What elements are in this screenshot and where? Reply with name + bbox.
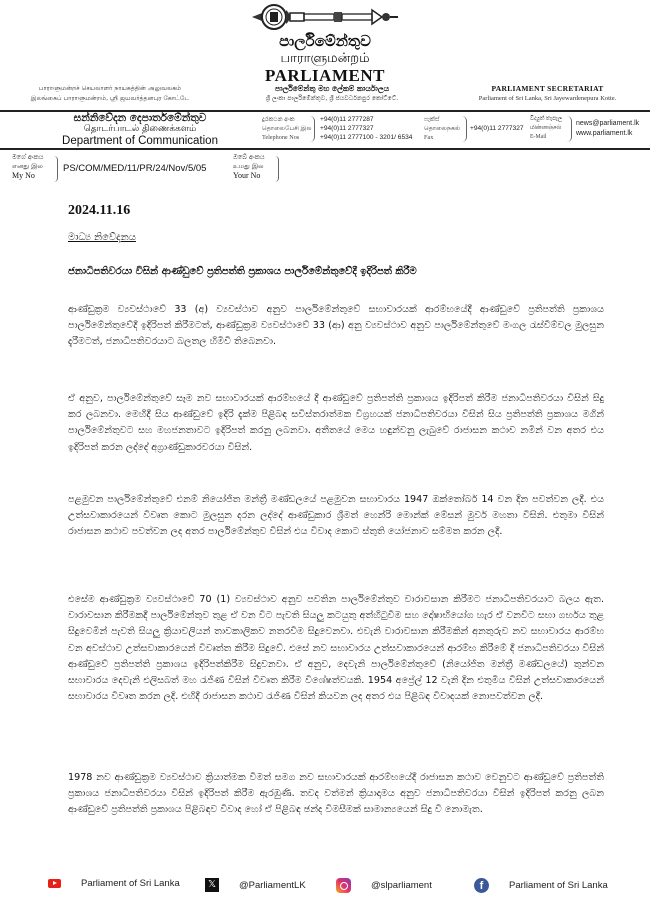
- telephone-label-ta: தொலைபேசி இல: [262, 125, 312, 132]
- department-tamil: தொடர்பாடல் திணைக்களம்: [83, 124, 197, 134]
- footer-youtube-link[interactable]: [48, 878, 180, 889]
- your-no-label-si: ඔබේ අංකය: [233, 153, 265, 161]
- telephone-number[interactable]: +94(0)11 2777100 - 3201/ 6534: [320, 134, 413, 141]
- email-label: [530, 115, 570, 142]
- your-no-label: [233, 153, 265, 180]
- footer-instagram-label: @slparliament: [371, 880, 432, 891]
- youtube-icon: [48, 879, 61, 888]
- my-no-label-ta: எனது இல: [12, 162, 43, 170]
- telephone-label-si: දුරකථන අංක: [262, 116, 295, 123]
- office-tamil-line1: பாராளுமன்றச் செயலாளர் நாயகத்தின் அலுவலகம்: [38, 85, 182, 92]
- footer-facebook-link[interactable]: [474, 878, 608, 893]
- your-no-label-en: Your No: [233, 171, 261, 180]
- my-no-value: PS/COM/MED/11/PR/24/Nov/5/05: [63, 163, 207, 174]
- parliament-mace-emblem-icon: [250, 2, 400, 32]
- fax-brace: [462, 116, 467, 142]
- footer-x-link[interactable]: [205, 878, 306, 892]
- header-divider-bottom: [0, 148, 650, 150]
- fax-label: [424, 115, 464, 142]
- your-no-label-ta: உமது இல: [233, 162, 264, 170]
- body-paragraph: ආණ්ඩුක්‍රම ව්‍යවස්ථාවේ 33 (අ) ව්‍යවස්ථාව අනුව පාර්ලිමේන්තුවේ සභාවාරයක් ආරම්භයේදී ආණ්ඩුවේ ප්‍රතිපත්ති ප්‍රකාශය පාර්ලිමේන්තුවේදී ඉදිරිපත් කිරීමටත්, ආණ්ඩුක්‍රම ව්‍යවස්ථාවේ 33 (ආ) අනු ව්‍යවස්ථාව අනුව පාර්ලිමේන්තුවේ මංගල රැස්වීම්වල මුලසුන දැරීමටත්, ජනාධිපතිවරයාට බලතල හිමිවී තිබෙනවා.: [68, 304, 605, 348]
- x-twitter-icon: 𝕏: [205, 878, 219, 892]
- email-link[interactable]: news@parliament.lk: [576, 120, 640, 127]
- email-brace: [567, 116, 572, 142]
- fax-label-en: Fax: [424, 134, 434, 141]
- office-tamil: [0, 84, 220, 104]
- document-subtitle: මාධ්‍ය නිවේදනය: [68, 232, 136, 243]
- office-english: [455, 84, 640, 104]
- telephone-number[interactable]: +94(0)11 2777327: [320, 125, 374, 132]
- office-sinhala-line1: පාර්ලිමේන්තු මහ ලේකම් කාර්යාලය: [275, 84, 389, 93]
- parliament-name-english: PARLIAMENT: [265, 66, 385, 85]
- office-english-line1: PARLIAMENT SECRETARIAT: [491, 84, 604, 93]
- body-paragraph: 1978 නව ආණ්ඩුක්‍රම ව්‍යවස්ථාව ක්‍රියාත්මක වීමත් සමග නව සභාවාරයක් ආරම්භයේදී රාජාසන කථාව වෙනුවට ආණ්ඩුවේ ප්‍රතිපත්ති ප්‍රකාශය ජනාධිපතිවරයා විසින් ඉදිරිපත් කිරීම ඇරඹුණි. තවද වත්මන් ක්‍රියාදාමය අනුව ජනාධිපතිවරයා විසින් ඉදිරිපත් කරනු ලබන ආණ්ඩුවේ ප්‍රතිපත්ති ප්‍රකාශය පිළිබඳව විවාද හෝ ඒ පිළිබඳ ඡන්ද විමසීමක් සාමාන්‍යයෙන් සිදු වී නොමැත.: [68, 772, 604, 816]
- footer-x-label: @ParliamentLK: [239, 879, 306, 891]
- body-paragraph: ඒ අනුව, පාර්ලිමේන්තුවේ සෑම නව සභාවාරයක් ආරම්භයේ දී ආණ්ඩුවේ ප්‍රතිපත්ති ප්‍රකාශය ඉදිරිපත් කිරීම ජනාධිපතිවරයා විසින් සිදු කර ලබනවා. මෙහිදී සිය ආණ්ඩුවේ ඉදිරි දැක්ම පිළිබඳ සවිස්තරාත්මක විග්‍රහයක් ජනාධිපතිවරයා විසින් සිය ප්‍රතිපත්ති ප්‍රකාශය මගින් පාර්ලිමේන්තුවට සහ මහජනතාවට ඉදිරිපත් කරනු ලබනවා. අතීතයේ මෙය හඳුන්වනු ලැබුවේ රාජාසන කථාව නමින් වන අතර එය ඉදිරිපත් කරන ලද්දේ අග්‍රාණ්ඩුකාරවරයා විසින්.: [68, 393, 604, 453]
- document-title: ජනාධිපතිවරයා විසින් ආණ්ඩුවේ ප්‍රතිපත්ති ප්‍රකාශය පාර්ලිමේන්තුවේදී ඉදිරිපත් කිරීම: [68, 266, 417, 277]
- website-link[interactable]: www.parliament.lk: [576, 130, 633, 137]
- fax-label-ta: தொலைநகல்: [424, 125, 461, 132]
- footer-youtube-label: Parliament of Sri Lanka: [81, 878, 180, 889]
- fax-label-si: ෆැක්ස්: [424, 116, 440, 123]
- department-block: [30, 112, 250, 148]
- department-english: Department of Communication: [62, 135, 218, 147]
- office-english-line2: Parliament of Sri Lanka, Sri Jayewardenepura Kotte.: [478, 95, 617, 102]
- footer-instagram-link[interactable]: [336, 878, 432, 893]
- document-date: 2024.11.16: [68, 203, 131, 218]
- facebook-icon: f: [474, 878, 489, 893]
- email-label-en: E-Mail: [530, 134, 547, 140]
- fax-number[interactable]: +94(0)11 2777327: [470, 125, 524, 132]
- email-web-block: [576, 119, 650, 139]
- telephone-brace: [310, 116, 315, 142]
- telephone-label-en: Telephone Nos: [262, 134, 300, 141]
- my-no-label-si: මගේ අංකය: [12, 153, 44, 161]
- telephone-number[interactable]: +94(0)11 2777287: [320, 116, 374, 123]
- office-sinhala-line2: ශ්‍රී ලංකා පාර්ලිමේන්තුව, ශ්‍රී ජයවර්ධනපුර කෝට්ටේ.: [265, 95, 399, 102]
- email-label-si: විද්‍යුත් තැපෑල: [530, 116, 563, 122]
- my-no-label: [12, 153, 43, 180]
- telephone-label: [262, 115, 312, 142]
- office-sinhala: [232, 84, 432, 104]
- body-paragraph: පළමුවන පාර්ලිමේන්තුවේ එනම් නියෝජිත මන්ත්‍රී මණ්ඩලයේ පළමුවන සභාවාරය 1947 ඔක්තෝබර් 14 වන දින පවත්වන ලදී. එය උත්සවාකාරයෙන් විවෘත කොට මුලසුන දරන ලද්දේ ආණ්ඩුකාර ශ්‍රීමත් හෙන්රි මොන්ක් මේසන් මුවර් මහතා විසිනි. එතුමා විසින් රාජාසන කථාව පවත්වන ලද අතර පාර්ලිමේන්තුව විසින් එය විවාද කොට ස්තුති යෝජනාව සම්මත කරන ලදී.: [68, 494, 604, 538]
- parliament-name-sinhala: පාර්ලිමේන්තුව: [279, 32, 371, 50]
- instagram-icon: [336, 878, 351, 893]
- body-paragraph: එසේම ආණ්ඩුක්‍රම ව්‍යවස්ථාවේ 70 (1) ව්‍යවස්ථාව අනුව පවතින පාර්ලිමේන්තුව වාරාවසාන කිරීමට ජනාධිපතිවරයාට බලය ඇත. වාරාවසාන කිරීමකදී පාර්ලිමේන්තුව තුළ ඒ වන විට පැවති සියලු කටයුතු අත්හිටුවීම සහ දෝෂාභියෝග හැර ඒ වනවිට සභා ගර්භය තුළ සිදුවෙමින් පැවති සියලු ක්‍රියාවලියන් තාවකාලිකව නතරවීම සිදුවෙනවා. එවැනි වාරාවසාන කිරීමකින් අනතුරුව නව සභාවාරය ආරම්භ වන අවස්ථාව උත්සවාකාරයෙන් විවෘත්ත කිරීම සිදුවේ. එසේ නව සභාවාරය උත්සවාකාරයෙන් ආරම්භ කිරීමේ දී ජනාධිපතිවරයා විසින් ආණ්ඩුවේ ප්‍රතිපත්ති ප්‍රකාශය ඉදිරිපත්කිරීම සිදුවනවා. ඒ අනුව, දෙවැනි පාර්ලිමේන්තුවේ (නියෝජිත මන්ත්‍රී මණ්ඩලයේ) තුන්වන සභාවාරය දෙවැනි එලිසබත් මහ රැජිණ විසින් විවෘත කිරීම විශේෂත්වයකි. 1954 අප්‍රේල් 12 වැනි දින එතුමිය විසින් උත්සවාකාරයෙන් සභාවාරය විවෘත කරන ලදි. එහිදී රාජාසන කථාව රැජිණ විසින් කියවන ලද අතර එය පිළිබඳ විවාදයක් නොපවත්වන ලදී.: [68, 594, 604, 703]
- office-tamil-line2: இலங்கைப் பாராளுமன்றம், ஸ்ரீ ஜயவர்த்தனபுர கோட்டே: [30, 95, 190, 102]
- department-sinhala: සන්නිවේදන දෙපාර්තමේන්තුව: [73, 112, 207, 124]
- my-no-label-en: My No: [12, 171, 35, 180]
- parliament-name-tamil: பாராளுமன்றம்: [280, 51, 370, 66]
- footer-facebook-label: Parliament of Sri Lanka: [509, 880, 608, 891]
- email-label-ta: மின்னஞ்சல்: [530, 125, 562, 131]
- your-no-brace: [275, 156, 279, 182]
- my-no-brace: [54, 156, 58, 182]
